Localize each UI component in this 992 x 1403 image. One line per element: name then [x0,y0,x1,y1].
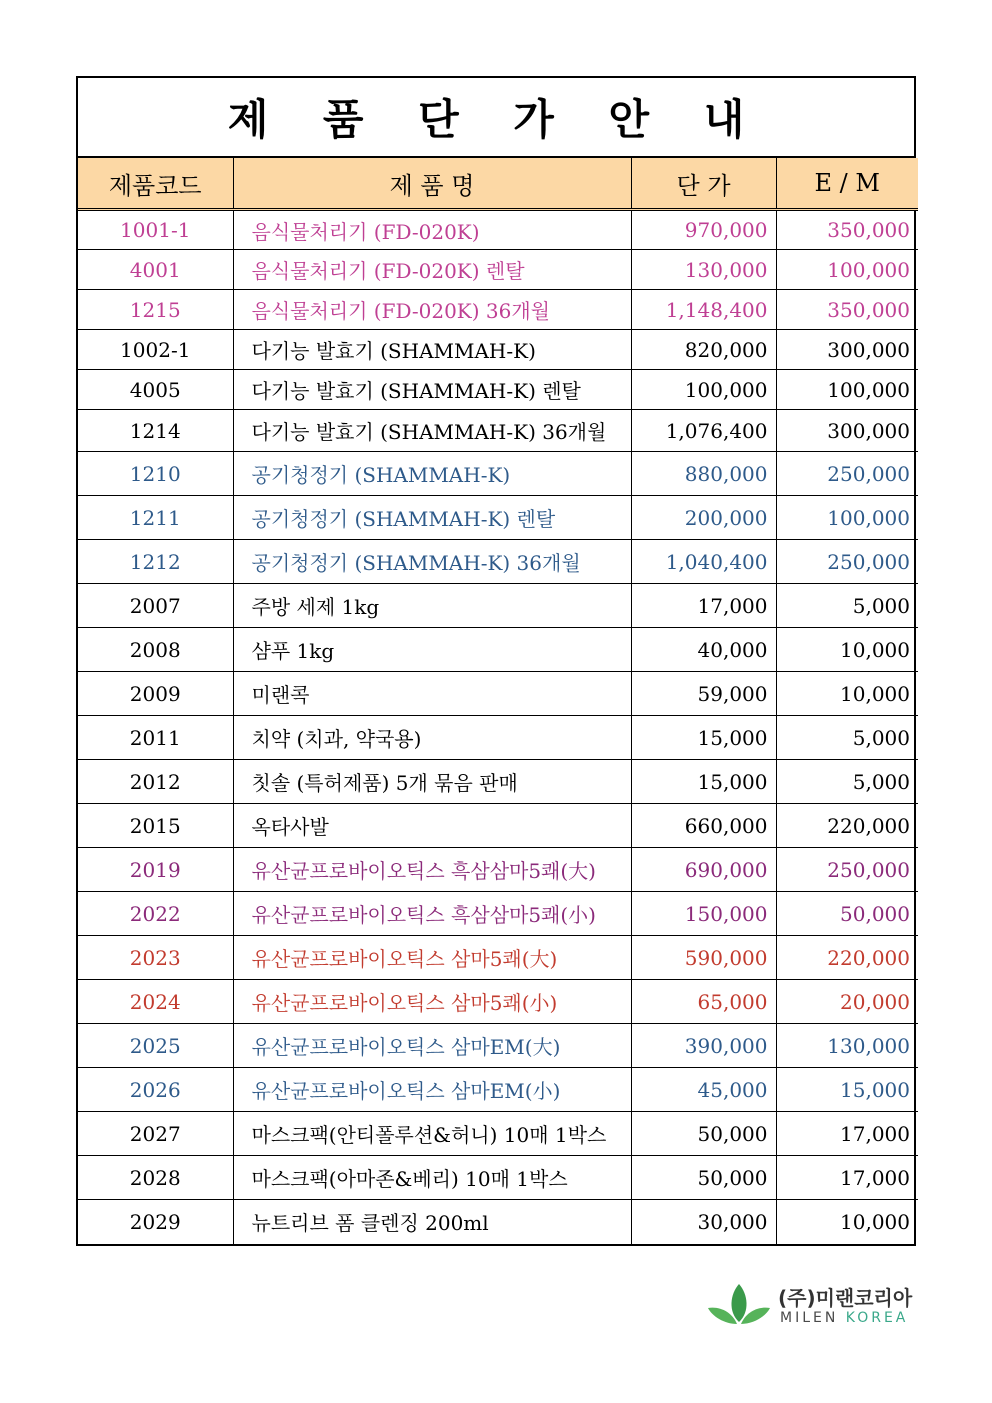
price-cell: 690,000 [631,848,776,892]
name-cell: 유산균프로바이오틱스 삼마5쾌(大) [233,936,631,980]
logo-korean-name: (주)미랜코리아 [778,1286,913,1310]
code-cell: 1001-1 [78,210,233,250]
em-cell: 50,000 [776,892,918,936]
page-title: 제 품 단 가 안 내 [78,78,914,158]
name-cell: 음식물처리기 (FD-020K) 36개월 [233,290,631,330]
name-cell: 마스크팩(안티폴루션&허니) 10매 1박스 [233,1112,631,1156]
table-row [78,452,918,496]
em-cell: 250,000 [776,540,918,584]
header-em: E / M [776,158,918,210]
name-cell: 음식물처리기 (FD-020K) 렌탈 [233,250,631,290]
name-cell: 다기능 발효기 (SHAMMAH-K) [233,330,631,370]
price-cell: 50,000 [631,1156,776,1200]
code-cell: 2027 [78,1112,233,1156]
code-cell: 2024 [78,980,233,1024]
em-cell: 10,000 [840,1209,910,1234]
table-row [78,330,918,370]
em-cell: 300,000 [776,410,918,452]
em-cell: 20,000 [776,980,918,1024]
code-cell: 2011 [78,716,233,760]
em-cell: 5,000 [776,584,918,628]
price-table [78,158,918,1244]
table-row [78,1068,918,1112]
code-cell: 2015 [78,804,233,848]
name-cell: 유산균프로바이오틱스 삼마EM(小) [233,1068,631,1112]
em-cell: 220,000 [776,804,918,848]
price-cell: 17,000 [631,584,776,628]
code-cell: 1215 [78,290,233,330]
em-cell: 250,000 [776,452,918,496]
code-cell: 1212 [78,540,233,584]
header-code: 제품코드 [78,158,233,210]
price-cell: 1,076,400 [631,410,776,452]
code-cell: 2022 [78,892,233,936]
price-sheet [76,76,916,1246]
em-cell: 17,000 [776,1156,918,1200]
em-cell: 15,000 [776,1068,918,1112]
price-cell: 15,000 [631,760,776,804]
logo-milen: MILEN [780,1310,839,1326]
price-cell: 65,000 [631,980,776,1024]
em-cell: 17,000 [776,1112,918,1156]
code-cell: 2028 [78,1156,233,1200]
em-cell: 5,000 [776,760,918,804]
table-header [78,158,918,210]
price-cell: 100,000 [631,370,776,410]
code-cell: 2023 [78,936,233,980]
header-price: 단 가 [631,158,776,210]
price-cell: 970,000 [631,210,776,250]
price-cell: 59,000 [631,672,776,716]
code-cell: 1211 [78,496,233,540]
code-cell: 2009 [78,672,233,716]
code-cell: 1210 [78,452,233,496]
code-cell: 1214 [78,410,233,452]
table-row [78,672,918,716]
name-cell: 마스크팩(아마존&베리) 10매 1박스 [233,1156,631,1200]
table-row [78,496,918,540]
table-row [78,892,918,936]
name-cell: 주방 세제 1kg [233,584,631,628]
em-cell: 250,000 [776,848,918,892]
table-row [78,628,918,672]
price-cell: 130,000 [631,250,776,290]
table-row [78,370,918,410]
price-cell: 660,000 [631,804,776,848]
price-cell: 30,000 [631,1200,776,1244]
code-cell: 4001 [78,250,233,290]
header-name: 제 품 명 [233,158,631,210]
price-cell: 50,000 [631,1112,776,1156]
name-cell: 공기청정기 (SHAMMAH-K) 렌탈 [233,496,631,540]
em-cell: 350,000 [776,290,918,330]
name-cell: 공기청정기 (SHAMMAH-K) [233,452,631,496]
price-cell: 820,000 [631,330,776,370]
code-cell: 2029 [78,1200,233,1244]
price-cell: 40,000 [631,628,776,672]
price-cell: 590,000 [631,936,776,980]
name-cell: 샴푸 1kg [233,628,631,672]
em-cell: 100,000 [776,250,918,290]
em-cell: 130,000 [776,1024,918,1068]
name-cell: 다기능 발효기 (SHAMMAH-K) 36개월 [233,410,631,452]
table-row [78,804,918,848]
code-cell: 2007 [78,584,233,628]
table-row [78,584,918,628]
name-cell: 유산균프로바이오틱스 흑삼삼마5쾌(大) [233,848,631,892]
table-row [78,980,918,1024]
em-cell: 10,000 [776,672,918,716]
name-cell: 미랜콕 [233,672,631,716]
table-row [78,1024,918,1068]
code-cell: 2012 [78,760,233,804]
table-row [78,1200,918,1244]
code-cell: 1002-1 [78,330,233,370]
name-cell: 다기능 발효기 (SHAMMAH-K) 렌탈 [233,370,631,410]
name-cell: 유산균프로바이오틱스 삼마EM(大) [233,1024,631,1068]
company-logo [708,1278,928,1338]
price-cell: 15,000 [631,716,776,760]
price-cell: 1,040,400 [631,540,776,584]
name-cell: 치약 (치과, 약국용) [233,716,631,760]
name-cell: 유산균프로바이오틱스 흑삼삼마5쾌(小) [233,892,631,936]
name-cell: 공기청정기 (SHAMMAH-K) 36개월 [233,540,631,584]
em-cell: 100,000 [776,496,918,540]
code-cell: 2019 [78,848,233,892]
em-cell: 100,000 [776,370,918,410]
table-row [78,210,918,250]
name-cell: 뉴트리브 폼 클렌징 200ml [233,1200,631,1244]
code-cell: 2008 [78,628,233,672]
leaf-icon [708,1282,770,1332]
price-cell: 390,000 [631,1024,776,1068]
table-row [78,1112,918,1156]
code-cell: 2025 [78,1024,233,1068]
table-row [78,848,918,892]
price-cell: 200,000 [631,496,776,540]
table-row [78,716,918,760]
name-cell: 옥타사발 [233,804,631,848]
em-cell: 220,000 [776,936,918,980]
code-cell: 2026 [78,1068,233,1112]
em-cell: 300,000 [776,330,918,370]
table-row [78,250,918,290]
table-row [78,936,918,980]
em-cell: 5,000 [776,716,918,760]
name-cell: 음식물처리기 (FD-020K) [233,210,631,250]
price-cell: 150,000 [631,892,776,936]
table-row [78,410,918,452]
table-row [78,540,918,584]
price-cell: 1,148,400 [631,290,776,330]
logo-english-name [780,1310,908,1326]
logo-korea: KOREA [845,1310,909,1326]
name-cell: 칫솔 (특허제품) 5개 묶음 판매 [233,760,631,804]
table-row [78,760,918,804]
code-cell: 4005 [78,370,233,410]
name-cell: 유산균프로바이오틱스 삼마5쾌(小) [233,980,631,1024]
price-cell: 880,000 [631,452,776,496]
table-row [78,1156,918,1200]
price-cell: 45,000 [631,1068,776,1112]
em-cell: 10,000 [776,628,918,672]
em-cell: 350,000 [776,210,918,250]
table-row [78,290,918,330]
